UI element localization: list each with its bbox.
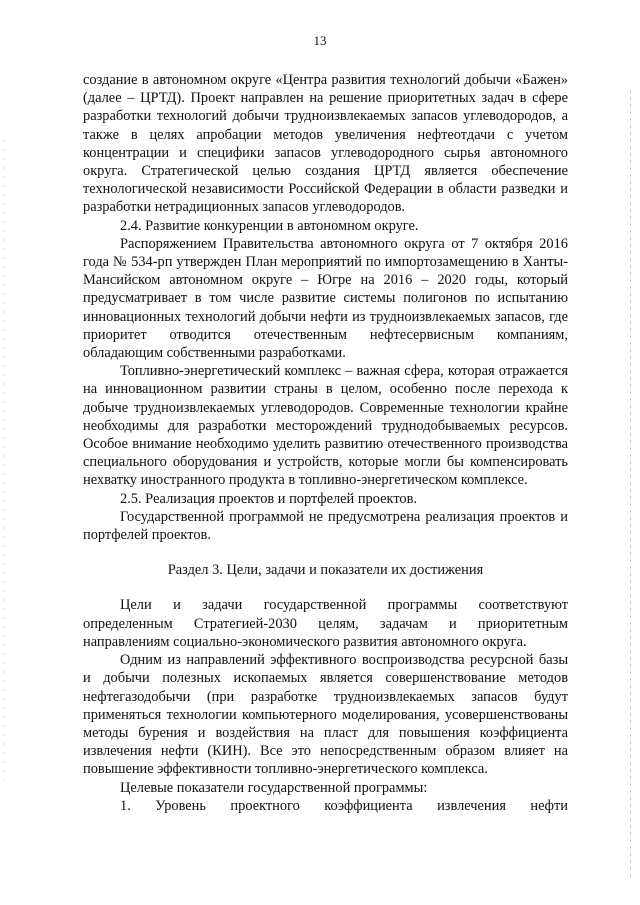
paragraph-indicators: Целевые показатели государственной программы:: [120, 779, 428, 796]
paragraph-methods: Одним из направлений эффективного воспроизводства ресурсной базы и добычи полезных ископаемых является совершенствование методов нефтегазодобычи (при разработке трудноизвлекаемых запасов будут применяться технологии компьютерного моделирования, усовершенствованы методы бурения и воздействия на пласт для повышения коэффициента извлечения нефти (КИН). Все это непосредственным образом влияет на повышение эффективности топливно-энергетического комплекса.: [83, 652, 568, 778]
section-heading: Раздел 3. Цели, задачи и показатели их достижения: [167, 562, 484, 579]
scan-edge-left: [3, 140, 4, 780]
paragraph-import-substitution: Распоряжением Правительства автономного округа от 7 октября 2016 года № 534-рп утвержден План мероприятий по импортозамещению в Ханты-Мансийском автономном округе – Югре на 2016 – 2020 годы, который предусматривает в том числе развитие системы полигонов по испытанию инновационных технологий добычи нефти из трудноизвлекаемых запасов, где приоритет отводится отечественным нефтесервисным компаниям, обладающим собственными разработками.: [83, 235, 568, 362]
subsection-2-4: 2.4. Развитие конкуренции в автономном округе.: [120, 217, 419, 234]
paragraph-fuel-energy: Топливно-энергетический комплекс – важная сфера, которая отражается на инновационном развитии страны в целом, особенно после перехода к добыче трудноизвлекаемых углеводородов. Современные технологии крайне необходимы для разработки месторождений труднодобываемых ресурсов. Особое внимание необходимо уделить развитию отечественного производства специального оборудования и устройств, которые могли бы компенсировать нехватку иностранного продукта в топливно-энергетическом комплексе.: [83, 363, 568, 489]
paragraph-goals: Цели и задачи государственной программы соответствуют определенным Стратегией-2030 целям, задачам и приоритетным направлениям социально-экономического развития автономного округа.: [83, 597, 568, 650]
paragraph-projects: Государственной программой не предусмотрена реализация проектов и портфелей проектов.: [83, 508, 568, 544]
subsection-2-5: 2.5. Реализация проектов и портфелей проектов.: [120, 490, 418, 507]
document-body: [83, 71, 568, 815]
page-number: 13: [313, 33, 327, 48]
paragraph-crtd: создание в автономном округе «Центра развития технологий добычи «Бажен» (далее – ЦРТД). Проект направлен на решение приоритетных задач в сфере разработки технологий добычи трудноизвлекаемых запасов углеводородов, а также в целях апробации методов увеличения нефтеотдачи с учетом концентрации и специфики запасов углеводородного сырья автономного округа. Стратегической целью создания ЦРТД является обеспечение технологической независимости Российской Федерации в области разведки и разработки нетрадиционных запасов углеводородов.: [83, 72, 568, 216]
indicator-item-1: 1. Уровень проектного коэффициента извлечения нефти: [120, 797, 568, 814]
scan-edge-right: [630, 90, 631, 880]
